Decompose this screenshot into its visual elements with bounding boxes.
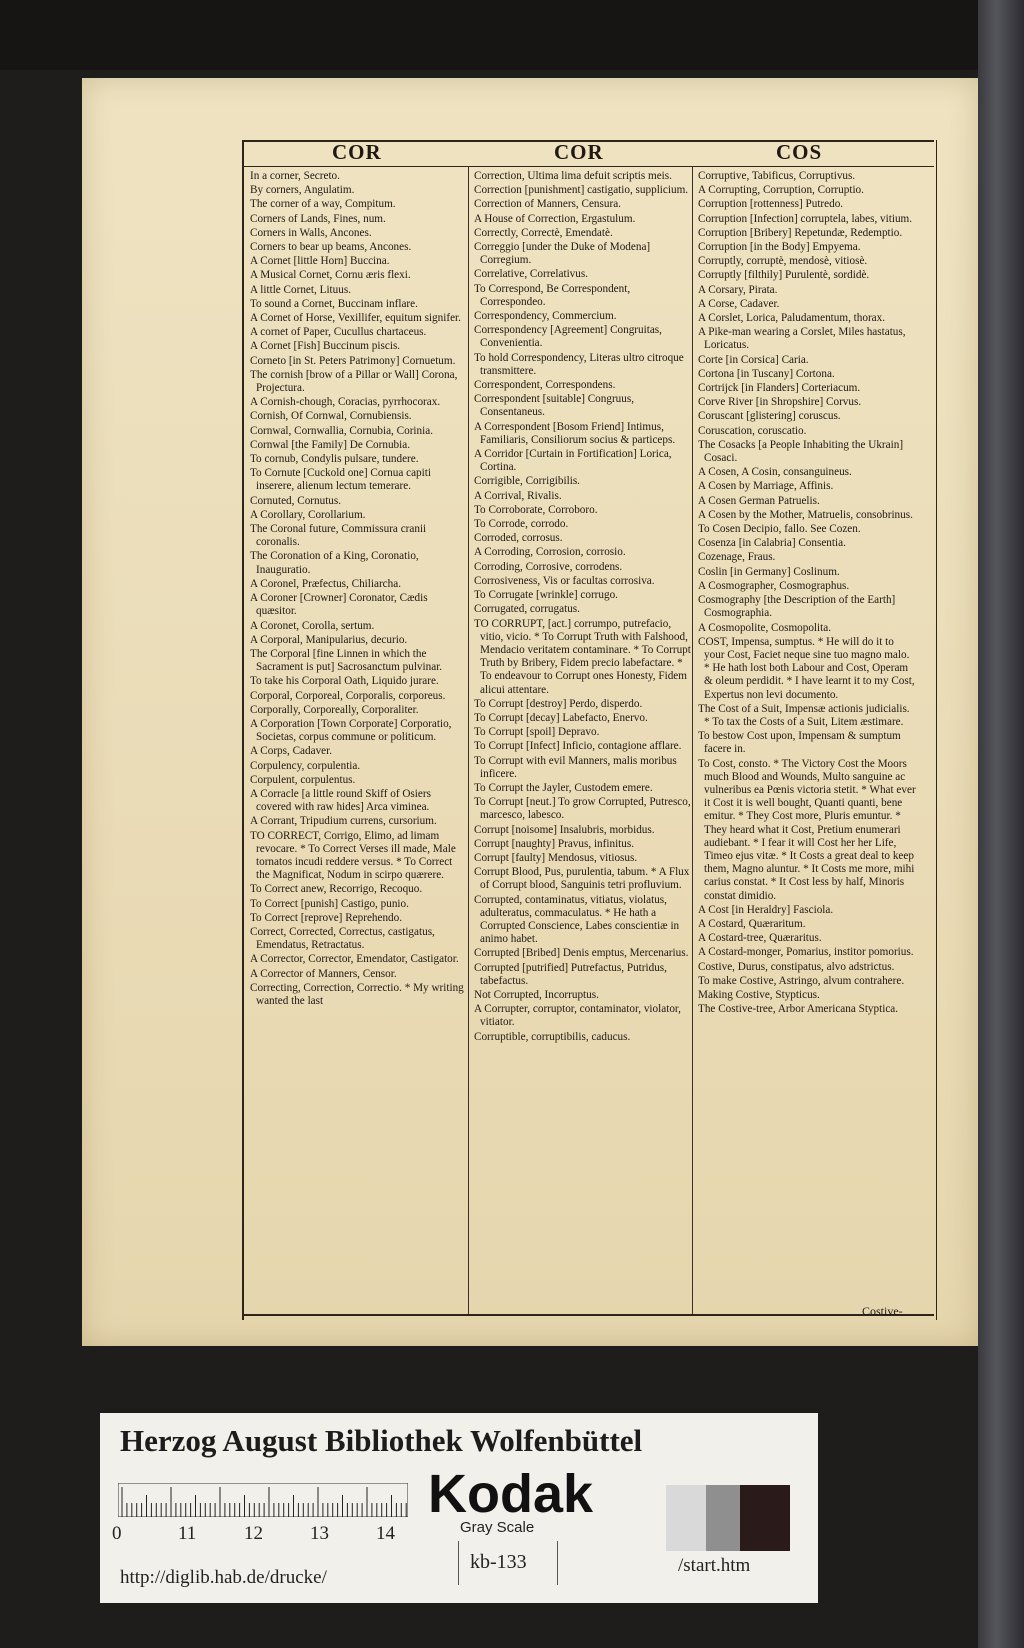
dictionary-entry: Coruscant [glistering] coruscus. xyxy=(698,410,841,423)
dictionary-entry: The Cosacks [a People Inhabiting the Ukrain] Cosaci. xyxy=(698,438,904,465)
ruler-number: 12 xyxy=(244,1523,263,1544)
dictionary-entry: Correction of Manners, Censura. xyxy=(474,198,621,211)
dictionary-entry: A Correspondent [Bosom Friend] Intimus, Familiaris, Consiliorum socius & particeps. xyxy=(474,420,676,446)
dictionary-entry: To Correct anew, Recorrigo, Recoquo. xyxy=(250,883,423,896)
dictionary-entry: TO CORRECT, Corrigo, Elimo, ad limam revocare. * To Correct Verses ill made, Male tornatos incudi reddere versus. * To Correct the Magnificat, Nodum in scirpo quærere. xyxy=(250,829,456,882)
dictionary-entry: TO CORRUPT, [act.] corrumpo, putrefacio, vitio, vicio. * To Corrupt Truth with Falshood, Mendacio veritatem contaminare. * To Corrupt Truth by Bribery, Fidem precio labefactare. * To endeavour to Corrupt ones Honesty, Fidem alicui attentare. xyxy=(474,617,691,696)
dictionary-entry: Corrupted [Bribed] Denis emptus, Mercenarius. xyxy=(474,947,689,960)
column-separator xyxy=(468,166,469,1314)
dictionary-entry: Correspondent [suitable] Congruus, Consentaneus. xyxy=(474,393,635,419)
dictionary-entry: A Cosen German Patruelis. xyxy=(698,494,820,507)
dictionary-entry: Costive, Durus, constipatus, alvo adstrictus. xyxy=(698,960,895,973)
dictionary-entry: Corrupt [faulty] Mendosus, vitiosus. xyxy=(474,851,638,864)
dictionary-entry: Corroded, corrosus. xyxy=(474,532,563,545)
dictionary-entry: Corroding, Corrosive, corrodens. xyxy=(474,560,623,573)
ruler-scale xyxy=(118,1483,408,1517)
dictionary-entry: To Corrode, corrodo. xyxy=(474,518,569,531)
dictionary-entry: Cornuted, Cornutus. xyxy=(250,494,342,507)
dictionary-entry: Corrosiveness, Vis or facultas corrosiva. xyxy=(474,574,655,587)
dictionary-entry: To Corrupt [neut.] To grow Corrupted, Putresco, marcesco, labesco. xyxy=(474,796,691,822)
dictionary-entry: The Coronal future, Commissura cranii coronalis. xyxy=(250,523,427,549)
dictionary-entry: A House of Correction, Ergastulum. xyxy=(474,212,636,225)
dictionary-entry: Corrupted [putrified] Putrefactus, Putridus, tabefactus. xyxy=(474,961,667,987)
column-separator xyxy=(692,166,693,1314)
calibration-card xyxy=(100,1413,818,1603)
dictionary-entry: To Corrupt the Jayler, Custodem emere. xyxy=(474,781,653,794)
dictionary-entry: The Costive-tree, Arbor Americana Styptica. xyxy=(698,1003,899,1016)
dictionary-entry: To sound a Cornet, Buccinam inflare. xyxy=(250,297,418,310)
header-rule xyxy=(242,166,934,167)
dictionary-entry: Corners in Walls, Ancones. xyxy=(250,226,372,239)
dictionary-entry: To Corroborate, Corroboro. xyxy=(474,503,598,516)
dictionary-entry: A Corsary, Pirata. xyxy=(698,283,778,296)
dictionary-entry: Corruption [Bribery] Repetundæ, Redemptio. xyxy=(698,226,903,239)
library-name: Herzog August Bibliothek Wolfenbüttel xyxy=(120,1423,643,1458)
dictionary-entry: A Pike-man wearing a Corslet, Miles hastatus, Loricatus. xyxy=(698,326,906,352)
dictionary-entry: Corrupt Blood, Pus, purulentia, tabum. * A Flux of Corrupt blood, Sanguinis tetri profluvium. xyxy=(474,866,690,892)
dictionary-entry: A Cost [in Heraldry] Fasciola. xyxy=(698,903,834,916)
dictionary-entry: To Corrugate [wrinkle] corrugo. xyxy=(474,589,618,602)
dictionary-entry: A Corporal, Manipularius, decurio. xyxy=(250,633,408,646)
dictionary-entry: The cornish [brow of a Pillar or Wall] Corona, Projectura. xyxy=(250,368,458,395)
dictionary-entry: Corporal, Corporeal, Corporalis, corporeus. xyxy=(250,689,446,702)
source-url: http://diglib.hab.de/drucke/ xyxy=(120,1567,327,1588)
dictionary-entry: To Corrupt [destroy] Perdo, disperdo. xyxy=(474,697,643,710)
dictionary-entry: Corrupted, contaminatus, vitiatus, violatus, adulteratus, commaculatus. * He hath a Corrupted Conscience, Labes conscientiæ in animo habet. xyxy=(474,893,680,946)
dictionary-entry: Corruptible, corruptibilis, caducus. xyxy=(474,1030,631,1043)
dictionary-entry: Cornwal, Cornwallia, Cornubia, Corinia. xyxy=(250,424,434,437)
dictionary-entry: Corrupt [noisome] Insalubris, morbidus. xyxy=(474,823,655,836)
dictionary-entry: Corruptly, corruptè, mendosè, vitiosè. xyxy=(698,255,868,268)
catchword: Costive- xyxy=(862,1304,903,1318)
dictionary-entry: Correction, Ultima lima defuit scriptis meis. xyxy=(474,170,672,182)
dictionary-entry: Corrupt [naughty] Pravus, infinitus. xyxy=(474,837,635,850)
dictionary-entry: In a corner, Secreto. xyxy=(250,170,340,182)
dictionary-entry: Correspondency, Commercium. xyxy=(474,310,617,323)
dictionary-entry: Corruptly [filthily] Purulentè, sordidè. xyxy=(698,269,870,282)
dictionary-entry: A Cosen, A Cosin, consanguineus. xyxy=(698,466,852,479)
dictionary-entry: A Corrant, Tripudium currens, cursorium. xyxy=(250,815,437,828)
page-bottom-rule xyxy=(242,1314,934,1316)
dictionary-entry: A little Cornet, Lituus. xyxy=(250,283,351,296)
dictionary-column-3 xyxy=(698,170,916,1302)
dictionary-entry: Corpulency, corpulentia. xyxy=(250,759,361,772)
dictionary-entry: Corruption [in the Body] Empyema. xyxy=(698,241,861,254)
dictionary-entry: Cortrijck [in Flanders] Corteriacum. xyxy=(698,382,861,395)
dictionary-entry: A Cosen by the Mother, Matruelis, consobrinus. xyxy=(698,508,913,521)
dictionary-entry: To hold Correspondency, Literas ultro citroque transmittere. xyxy=(474,351,684,377)
dictionary-entry: The Corporal [fine Linnen in which the Sacrament is put] Sacrosanctum pulvinar. xyxy=(250,647,443,674)
dictionary-entry: A Cosen by Marriage, Affinis. xyxy=(698,480,834,493)
running-head-right: COS xyxy=(776,140,823,164)
dictionary-entry: Corneto [in St. Peters Patrimony] Cornuetum. xyxy=(250,354,456,367)
dictionary-entry: A Corslet, Lorica, Paludamentum, thorax. xyxy=(698,312,886,325)
dictionary-entry: A Costard-tree, Quæraritus. xyxy=(698,932,822,945)
ruler-numbers xyxy=(112,1523,442,1545)
dictionary-entry: A Coronel, Præfectus, Chiliarcha. xyxy=(250,577,402,590)
dictionary-entry: A Corrector, Corrector, Emendator, Castigator. xyxy=(250,953,459,966)
dictionary-entry: Cosmography [the Description of the Earth] Cosmographia. xyxy=(698,594,896,620)
dictionary-entry: Correggio [under the Duke of Modena] Corregium. xyxy=(474,241,651,267)
dictionary-column-1 xyxy=(250,170,468,1302)
dictionary-entry: Correct, Corrected, Correctus, castigatus, Emendatus, Retractatus. xyxy=(250,925,435,952)
dictionary-entry: To Cost, consto. * The Victory Cost the Moors much Blood and Wounds, Multo sanguine ac vulneribus ea Pœnis victoria stetit. * What ever it Cost it is well bought, Quanti quanti, bene emitur. * They Cost more, Pluris emuntur. * They heard what it Cost, Pretium enumerari audiebant. * I fear it will Cost her her Life, Timeo ejus vitæ. * It Costs a great deal to keep them, Magno aluntur. * It Costs me more, mihi carius constat. * It Cost less by half, Minoris constat dimidio. xyxy=(698,757,916,902)
dictionary-entry: A Corrupter, corruptor, contaminator, violator, vitiator. xyxy=(474,1003,681,1029)
dictionary-column-2 xyxy=(474,170,692,1302)
ruler-number: 13 xyxy=(310,1523,329,1544)
scanner-background-top xyxy=(0,0,1024,70)
dictionary-entry: Cozenage, Fraus. xyxy=(698,551,776,564)
dictionary-entry: To Corrupt [decay] Labefacto, Enervo. xyxy=(474,711,648,724)
dictionary-entry: Coruscation, coruscatio. xyxy=(698,424,807,437)
dictionary-entry: Corve River [in Shropshire] Corvus. xyxy=(698,396,862,409)
dictionary-entry: A Corrupting, Corruption, Corruptio. xyxy=(698,184,864,197)
dictionary-entry: To Correspond, Be Correspondent, Correspondeo. xyxy=(474,282,631,308)
dictionary-entry: Corruptive, Tabificus, Corruptivus. xyxy=(698,170,856,182)
dictionary-entry: Correcting, Correction, Correctio. * My writing wanted the last xyxy=(250,981,464,1007)
dictionary-entry: Cornwal [the Family] De Cornubia. xyxy=(250,438,411,451)
running-head-middle: COR xyxy=(554,140,604,164)
dictionary-entry: A Corrival, Rivalis. xyxy=(474,489,562,502)
dictionary-entry: To Corrupt with evil Manners, malis moribus inficere. xyxy=(474,754,677,780)
dictionary-entry: A Corroding, Corrosion, corrosio. xyxy=(474,546,626,559)
dictionary-entry: Correspondent, Correspondens. xyxy=(474,379,616,392)
dictionary-entry: A cornet of Paper, Cucullus chartaceus. xyxy=(250,326,427,339)
dictionary-entry: To bestow Cost upon, Impensam & sumptum facere in. xyxy=(698,730,901,756)
dictionary-entry: Cortona [in Tuscany] Cortona. xyxy=(698,367,835,380)
dictionary-entry: To Cornute [Cuckold one] Cornua capiti inserere, alienum lectum temerare. xyxy=(250,467,431,493)
dictionary-entry: A Coroner [Crowner] Coronator, Cædis quæsitor. xyxy=(250,592,428,618)
dictionary-entry: A Cornet [little Horn] Buccina. xyxy=(250,255,390,268)
ruler-number: 14 xyxy=(376,1523,395,1544)
scanner-background-right xyxy=(978,0,1024,1648)
gray-scale-label: Gray Scale xyxy=(460,1519,535,1536)
dictionary-entry: A Cornet of Horse, Vexillifer, equitum signifer. xyxy=(250,312,461,325)
dictionary-entry: Cosenza [in Calabria] Consentia. xyxy=(698,537,846,550)
dictionary-entry: A Corrector of Manners, Censor. xyxy=(250,967,397,980)
dictionary-entry: A Cosmopolite, Cosmopolita. xyxy=(698,621,832,634)
dictionary-entry: To make Costive, Astringo, alvum contrahere. xyxy=(698,974,905,987)
dictionary-entry: Corporally, Corporeally, Corporaliter. xyxy=(250,703,419,716)
kodak-logo: Kodak xyxy=(428,1464,594,1524)
dictionary-entry: To Corrupt [spoil] Depravo. xyxy=(474,726,600,739)
ruler-number: 11 xyxy=(178,1523,197,1544)
ruler-number: 0 xyxy=(112,1523,122,1544)
dictionary-entry: A Cornet [Fish] Buccinum piscis. xyxy=(250,340,401,353)
dictionary-entry: A Corps, Cadaver. xyxy=(250,745,333,758)
dictionary-entry: To cornub, Condylis pulsare, tundere. xyxy=(250,453,419,466)
dictionary-entry: To take his Corporal Oath, Liquido jurare. xyxy=(250,675,439,688)
dictionary-entry: To Correct [punish] Castigo, punio. xyxy=(250,897,409,910)
dictionary-entry: By corners, Angulatim. xyxy=(250,184,355,197)
gray-swatch-dark xyxy=(740,1485,790,1551)
dictionary-entry: A Corracle [a little round Skiff of Osiers covered with raw hides] Arca viminea. xyxy=(250,787,431,814)
gray-swatch-mid xyxy=(706,1485,740,1551)
dictionary-entry: Corte [in Corsica] Caria. xyxy=(698,353,809,366)
dictionary-entry: COST, Impensa, sumptus. * He will do it to your Cost, Faciet neque sine tuo magno malo. * He hath lost both Labour and Cost, Operam & oleum perdidit. * I have learnt it to my Cost, Expertus non levi documento. xyxy=(698,635,915,701)
dictionary-entry: Correspondency [Agreement] Congruitas, Convenientia. xyxy=(474,324,662,350)
dictionary-entry: A Corridor [Curtain in Fortification] Lorica, Cortina. xyxy=(474,448,672,474)
dictionary-entry: Not Corrupted, Incorruptus. xyxy=(474,988,599,1001)
dictionary-entry: A Corporation [Town Corporate] Corporatio, Societas, corpus commune or politicum. xyxy=(250,717,452,744)
dictionary-entry: Cornish, Of Cornwal, Cornubiensis. xyxy=(250,410,412,423)
dictionary-entry: Corners of Lands, Fines, num. xyxy=(250,212,386,225)
dictionary-entry: A Coronet, Corolla, sertum. xyxy=(250,619,375,632)
dictionary-entry: A Cornish-chough, Coracias, pyrrhocorax. xyxy=(250,396,441,409)
dictionary-entry: Correctly, Correctè, Emendatè. xyxy=(474,226,613,239)
dictionary-entry: A Musical Cornet, Cornu æris flexi. xyxy=(250,269,411,282)
dictionary-entry: Corruption [Infection] corruptela, labes, vitium. xyxy=(698,212,913,225)
dictionary-entry: Correction [punishment] castigatio, supplicium. xyxy=(474,184,689,197)
dictionary-entry: Corners to bear up beams, Ancones. xyxy=(250,241,412,254)
dictionary-entry: Coslin [in Germany] Coslinum. xyxy=(698,565,840,578)
dictionary-entry: The Cost of a Suit, Impensæ actionis judicialis. * To tax the Costs of a Suit, Litem æstimare. xyxy=(698,702,910,728)
dictionary-entry: A Corse, Cadaver. xyxy=(698,297,780,310)
dictionary-entry: To Correct [reprove] Reprehendo. xyxy=(250,911,403,924)
dictionary-entry: To Corrupt [Infect] Inficio, contagione afflare. xyxy=(474,740,682,753)
dictionary-entry: Corrigible, Corrigibilis. xyxy=(474,475,580,488)
gray-swatch-light xyxy=(666,1485,706,1551)
shelf-code: kb-133 xyxy=(470,1551,527,1573)
dictionary-entry: Corpulent, corpulentus. xyxy=(250,773,356,786)
dictionary-entry: Making Costive, Stypticus. xyxy=(698,988,820,1001)
running-head-left: COR xyxy=(332,140,382,164)
dictionary-entry: Correlative, Correlativus. xyxy=(474,268,589,281)
dictionary-entry: Corruption [rottenness] Putredo. xyxy=(698,198,844,211)
start-path: /start.htm xyxy=(678,1555,751,1576)
dictionary-entry: A Cosmographer, Cosmographus. xyxy=(698,579,850,592)
book-page xyxy=(82,78,978,1346)
dictionary-entry: A Costard-monger, Pomarius, institor pomorius. xyxy=(698,946,914,959)
dictionary-entry: To Cosen Decipio, fallo. See Cozen. xyxy=(698,523,861,536)
dictionary-entry: A Corollary, Corollarium. xyxy=(250,508,366,521)
dictionary-entry: The Coronation of a King, Coronatio, Inauguratio. xyxy=(250,550,419,576)
dictionary-entry: The corner of a way, Compitum. xyxy=(250,198,396,211)
dictionary-entry: Corrugated, corrugatus. xyxy=(474,603,580,616)
dictionary-entry: A Costard, Quæraritum. xyxy=(698,917,806,930)
